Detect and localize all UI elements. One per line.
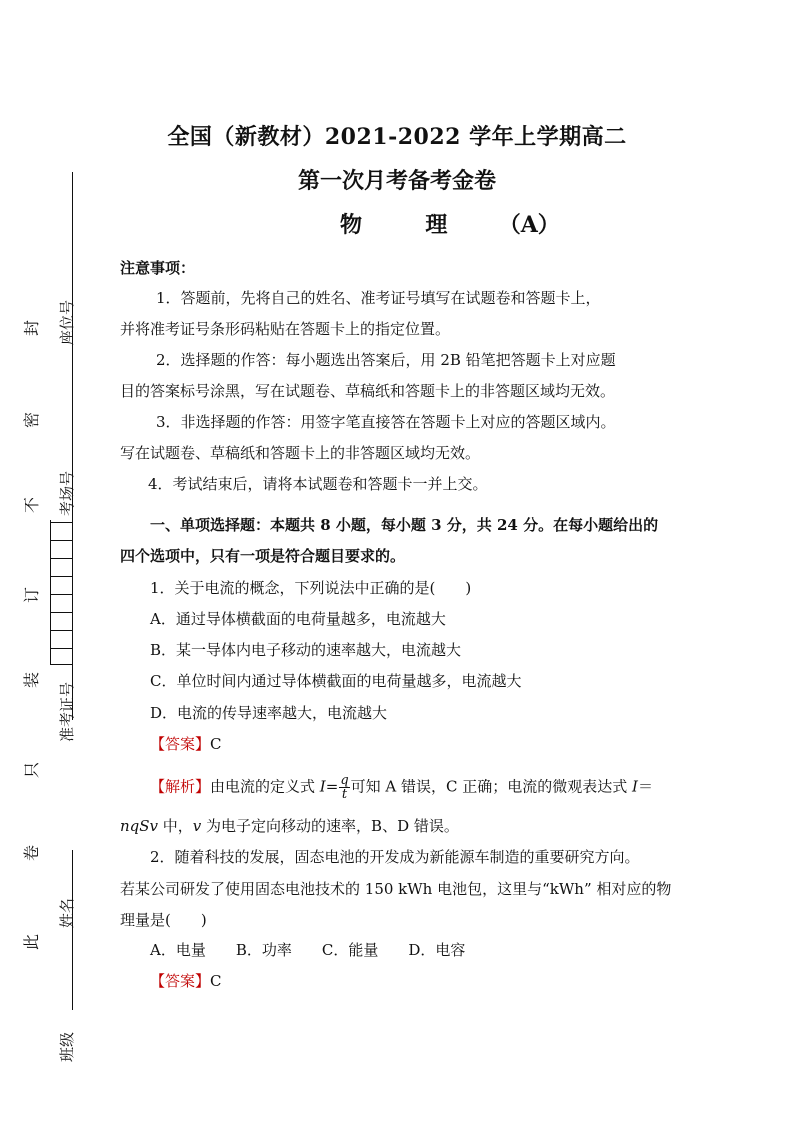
field-label-seat: 座位号 (58, 299, 76, 345)
grid-line (50, 558, 72, 559)
question-1-option-c: C．单位时间内通过导体横截面的电荷量越多，电流越大 (150, 672, 522, 690)
binding-char: 装 (22, 672, 41, 689)
field-label-exam-room: 考场号 (58, 470, 76, 516)
page-title-line2: 第一次月考备考金卷 (297, 168, 496, 194)
analysis-eq: ＝ (637, 777, 653, 796)
analysis-var: nqSv (120, 817, 159, 835)
grid-line (50, 664, 72, 665)
analysis-text: 可知 A 错误，C 正确；电流的微观表达式 (350, 777, 633, 796)
question-2-options: A．电量 B．功率 C．能量 D．电容 (150, 941, 466, 959)
field-label-exam-id: 准考证号 (58, 681, 76, 742)
subject-char-2: 理 (425, 212, 448, 238)
binding-line-lower (72, 850, 73, 1010)
grid-line (50, 612, 72, 613)
field-label-name: 姓名 (58, 897, 76, 928)
field-label-class: 班级 (58, 1031, 76, 1062)
binding-char: 此 (22, 934, 41, 951)
grid-line (50, 630, 72, 631)
fraction-denominator: t (341, 787, 348, 802)
fraction-q-over-t (339, 774, 349, 801)
binding-char: 订 (22, 587, 41, 604)
note-3a: 3．非选择题的作答：用签字笔直接答在答题卡上对应的答题区域内。 (156, 413, 616, 431)
note-3b: 写在试题卷、草稿纸和答题卡上的非答题区域均无效。 (120, 444, 481, 462)
question-2-line1: 2．随着科技的发展，固态电池的开发成为新能源车制造的重要研究方向。 (150, 848, 640, 866)
subject-variant: （A） (498, 212, 560, 238)
binding-char: 密 (22, 412, 41, 429)
question-2-line2: 若某公司研发了使用固态电池技术的 150 kWh 电池包，这里与“kWh” 相对应的物 (120, 880, 672, 898)
note-2b: 目的答案标号涂黑，写在试题卷、草稿纸和答题卡上的非答题区域均无效。 (120, 382, 616, 400)
grid-line (50, 594, 72, 595)
subject-title (340, 208, 560, 239)
analysis-text: 由电流的定义式 (210, 777, 320, 796)
binding-char: 封 (22, 320, 41, 337)
note-1b: 并将准考证号条形码粘贴在答题卡上的指定位置。 (120, 320, 451, 338)
analysis-text: 为电子定向移动的速率，B、D 错误。 (201, 817, 459, 835)
analysis-var: I (632, 777, 638, 796)
answer-label: 【答案】 (150, 972, 211, 990)
question-2-answer (150, 971, 222, 991)
binding-char: 只 (22, 762, 41, 779)
answer-value: C (210, 735, 222, 753)
question-1-stem: 1．关于电流的概念，下列说法中正确的是( ) (150, 579, 472, 597)
question-1-answer (150, 734, 222, 754)
note-4: 4．考试结束后，请将本试题卷和答题卡一并上交。 (148, 475, 488, 493)
question-1-option-d: D．电流的传导速率越大，电流越大 (150, 704, 388, 722)
analysis-label: 【解析】 (150, 777, 211, 796)
notes-heading: 注意事项： (120, 259, 196, 277)
question-1-option-a: A．通过导体横截面的电荷量越多，电流越大 (150, 610, 446, 628)
analysis-eq: = (325, 777, 339, 796)
note-2a: 2．选择题的作答：每小题选出答案后，用 2B 铅笔把答题卡上对应题 (156, 351, 616, 369)
analysis-text: 中， (158, 817, 193, 835)
question-2-line3: 理量是( ) (120, 911, 207, 929)
binding-char: 卷 (22, 845, 41, 862)
section-heading-line1: 一、单项选择题：本题共 8 小题，每小题 3 分，共 24 分。在每小题给出的 (150, 516, 659, 534)
answer-value: C (210, 972, 222, 990)
analysis-var: I (319, 777, 326, 796)
grid-line (50, 520, 51, 665)
grid-line (50, 576, 72, 577)
fraction-numerator: q (340, 773, 349, 788)
binding-char: 不 (22, 497, 41, 514)
subject-char-1: 物 (340, 212, 363, 238)
section-heading-line2: 四个选项中，只有一项是符合题目要求的。 (120, 547, 406, 565)
question-1-option-b: B．某一导体内电子移动的速率越大，电流越大 (150, 641, 462, 659)
grid-line (50, 648, 72, 649)
question-1-analysis-cont (120, 816, 459, 836)
note-1a: 1．答题前，先将自己的姓名、准考证号填写在试题卷和答题卡上， (156, 289, 601, 307)
question-1-analysis (150, 774, 653, 801)
analysis-var: v (192, 817, 202, 835)
binding-line-upper (72, 172, 73, 720)
grid-line (50, 540, 72, 541)
grid-line (50, 522, 72, 523)
page-title-line1: 全国（新教材）2021-2022 学年上学期高二 (167, 124, 627, 150)
answer-label: 【答案】 (150, 735, 211, 753)
